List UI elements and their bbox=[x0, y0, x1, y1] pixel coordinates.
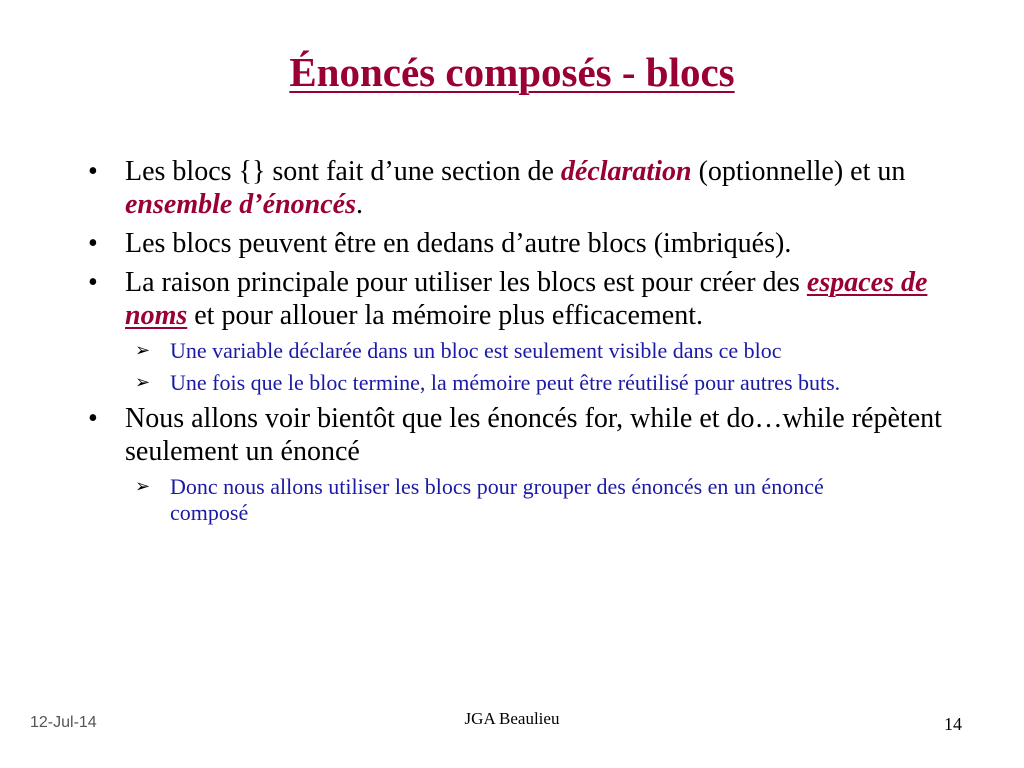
sub-bullet-text: Donc nous allons utiliser les blocs pour grouper des énoncés en un énoncé composé bbox=[170, 474, 824, 525]
bullet-text: (optionnelle) et un bbox=[691, 156, 906, 187]
sub-bullet-item bbox=[135, 370, 870, 396]
arrow-bullet-icon: ➢ bbox=[135, 372, 151, 393]
bullet-item bbox=[88, 402, 948, 468]
bullet-marker: • bbox=[88, 403, 98, 434]
bullet-text: La raison principale pour utiliser les blocs est pour créer des bbox=[125, 267, 807, 298]
bullet-marker: • bbox=[88, 228, 98, 259]
bullet-text: Les blocs peuvent être en dedans d’autre blocs (imbriqués). bbox=[125, 228, 792, 259]
bullet-marker: • bbox=[88, 156, 98, 187]
bullet-text: Les blocs {} sont fait d’une section de bbox=[125, 156, 561, 187]
page-number: 14 bbox=[944, 714, 962, 734]
footer-date: 12-Jul-14 bbox=[30, 714, 97, 731]
sub-bullet-text: Une variable déclarée dans un bloc est seulement visible dans ce bloc bbox=[170, 338, 782, 363]
emphasis-underlined-text: espaces de noms bbox=[125, 267, 928, 331]
arrow-bullet-icon: ➢ bbox=[135, 340, 151, 361]
bullet-text: et pour allouer la mémoire plus efficacement. bbox=[187, 300, 703, 331]
slide-title: Énoncés composés - blocs bbox=[289, 49, 735, 95]
bullet-marker: • bbox=[88, 267, 98, 298]
sub-bullet-text: Une fois que le bloc termine, la mémoire peut être réutilisé pour autres buts. bbox=[170, 370, 841, 395]
slide-content bbox=[88, 155, 948, 532]
bullet-item bbox=[88, 155, 948, 221]
emphasis-text: déclaration bbox=[560, 156, 692, 187]
footer-author: JGA Beaulieu bbox=[464, 709, 560, 728]
bullet-text: . bbox=[355, 189, 363, 220]
emphasis-text: ensemble d’énoncés bbox=[125, 189, 356, 220]
bullet-item bbox=[88, 227, 948, 260]
sub-bullet-item bbox=[135, 338, 870, 364]
arrow-bullet-icon: ➢ bbox=[135, 476, 151, 497]
bullet-item bbox=[88, 266, 948, 332]
bullet-text: Nous allons voir bientôt que les énoncés for, while et do…while répètent seulement un énoncé bbox=[125, 403, 942, 467]
sub-bullet-item bbox=[135, 474, 870, 526]
